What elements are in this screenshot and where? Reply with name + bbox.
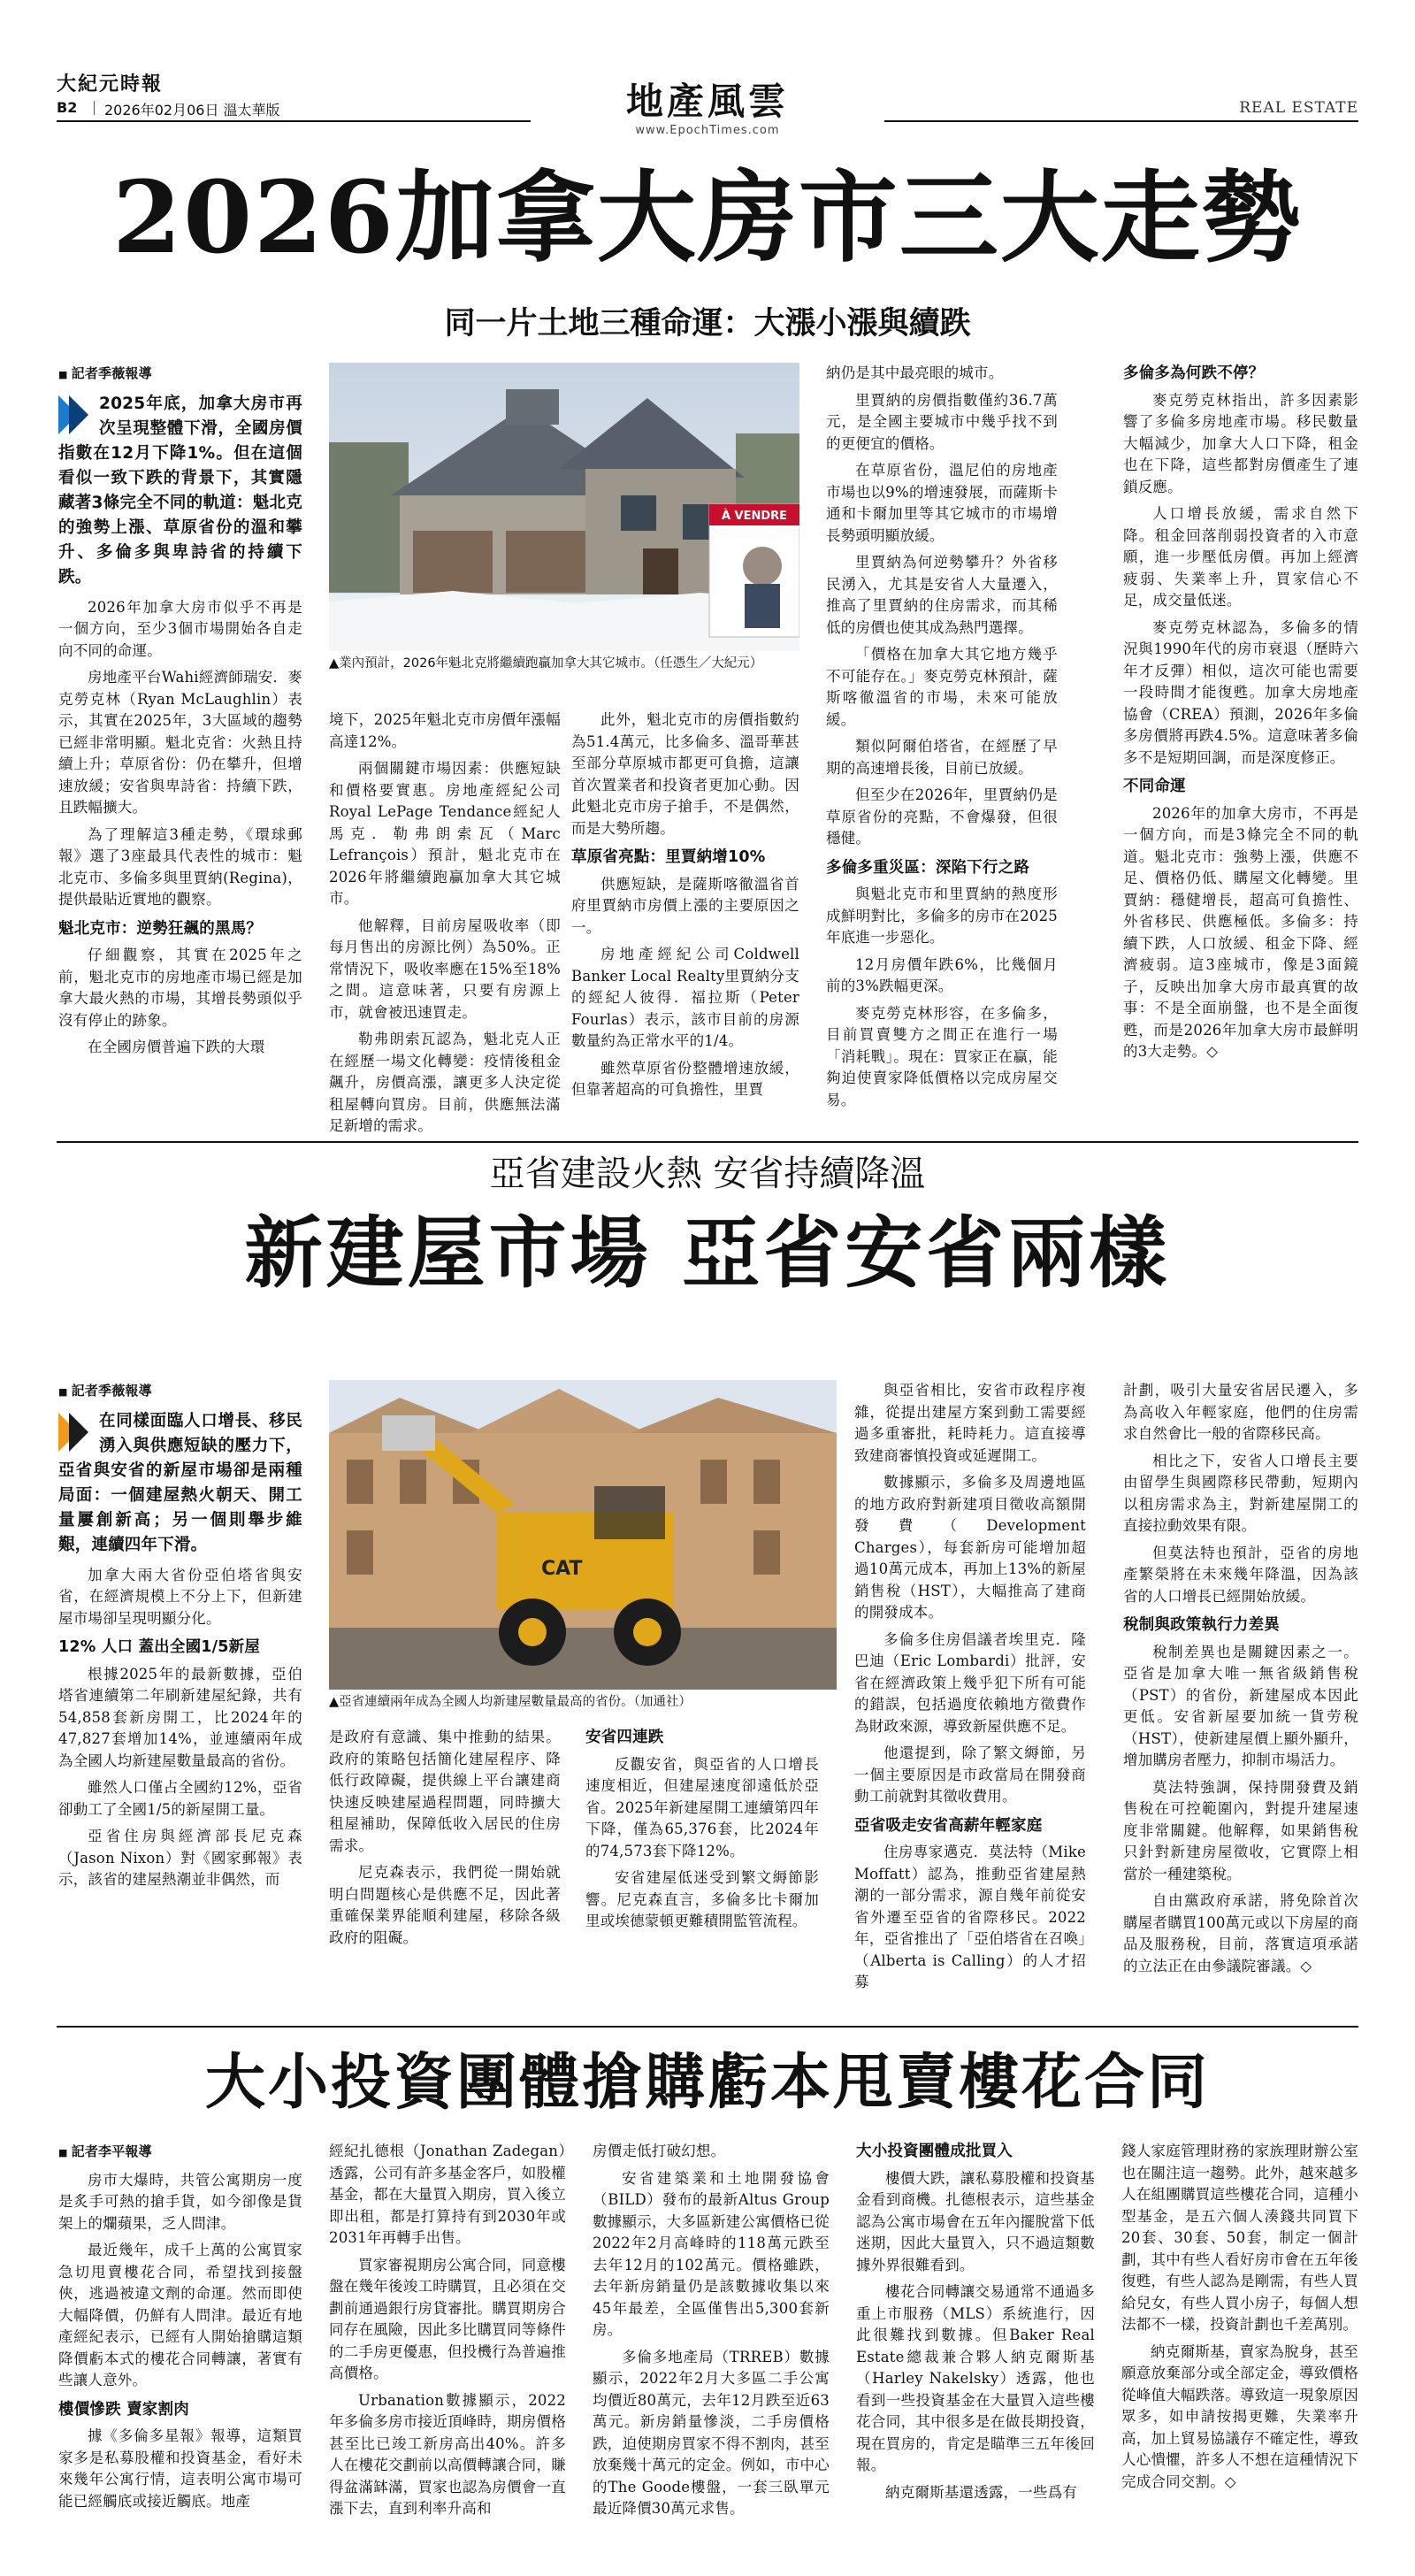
paragraph: 2026年加拿大房市似乎不再是一個方向，至少3個市場開始各自走向不同的命運。 (58, 598, 302, 659)
paragraph: 亞省住房與經濟部長尼克森（Jason Nixon）對《國家郵報》表示，該省的建屋熱潮並非偶然，而 (58, 1828, 302, 1888)
paragraph: 稅制差異也是關鍵因素之一。亞省是加拿大唯一無省級銷售稅（PST）的省份，新建屋成本因此更低。安省新屋要加統一貨劳稅（HST），使新建屋價上顯外顯升，增加購房者壓力，抑制市場活力。 (1123, 1643, 1358, 1768)
paragraph: 住房專家邁克．莫法特（Mike Moffatt）認為，推動亞省建屋熱潮的一部分需求，源自幾年前從安省外遷至亞省的省際移民。2022年，亞省推出了「亞伯塔省在召喚」（Alberta is Calling）的人才招募 (854, 1844, 1086, 1990)
article2-byline: ■ 記者季薇報導 (58, 1380, 302, 1404)
paragraph: 數據顯示，多倫多及周邊地區的地方政府對新建項目徵收高額開發費（Development Charges），每套新房可能增加超過10萬元成本，再加上13%的新屋銷售稅（HST），大幅推高了建商的開發成本。 (854, 1474, 1086, 1621)
article2-col2 (329, 1727, 561, 1954)
paragraph: 但莫法特也預計，亞省的房地產繁榮將在未來幾年降溫，因為該省的人口增長已經開始放緩。 (1123, 1544, 1358, 1605)
paragraph: 納克爾斯基，賣家為脫身，甚至願意放棄部分或全部定金，導致價格從峰值大幅跌落。導致這一現象原因眾多，如申請按揭更難，失業率升高，加上貿易協議存不確定性，導致人心憒懼，許多人不想在這種情況下完成合同交割。◇ (1121, 2342, 1358, 2490)
paragraph: 供應短缺，是薩斯喀徹溫省首府里賈納市房價上漲的主要原因之一。 (571, 875, 799, 936)
subheading: 大小投資團體成批買入 (856, 2143, 1013, 2160)
paragraph: 此外，魁北克市的房價指數約為51.4萬元，比多倫多、溫哥華甚至部分草原城市都更可負擔，這讓首次置業者和投資者更加心動。因此魁北克市房子搶手，不是偶然，而是大勢所趨。 (571, 711, 799, 837)
article3-col3 (593, 2141, 830, 2526)
paragraph: 根據2025年的最新數據，亞伯塔省連續第二年刷新建屋紀錄，共有54,858套新房開工，比2024年的47,827套增加14%，並連續兩年成為全國人均新建屋數量最高的省份。 (58, 1665, 302, 1769)
website-url: www.EpochTimes.com (635, 124, 780, 137)
paragraph: 與亞省相比，安省市政程序複雜，從提出建屋方案到動工需要經過多重審批，耗時耗力。這直接導致建商審慎投資或延遲開工。 (854, 1382, 1086, 1464)
paragraph: 樓價大跌，讓私募股權和投資基金看到商機。扎德根表示，這些基金認為公寓市場會在五年內擺脫當下低迷期，因此大量買入，只不過這類數據外界很難看到。 (856, 2169, 1095, 2273)
article3-col4 (856, 2141, 1095, 2509)
article1-photo-caption: ▲業內預計，2026年魁北克將繼續跑贏加拿大其它城市。（任憑生／大紀元） (329, 656, 763, 671)
paragraph: 尼克森表示，我們從一開始就明白問題核心是供應不足，因此著重確保業界能順利建屋，移除各級政府的阻礙。 (329, 1864, 561, 1946)
paragraph: 「價格在加拿大其它地方幾乎不可能存在。」麥克勞克林預計，薩斯喀徹溫省的市場，未來可能放緩。 (826, 646, 1058, 728)
paragraph: 人口增長放緩，需求自然下降。租金回落削弱投資者的入市意願，進一步壓低房價。再加上經濟疲弱、失業率上升，買家信心不足，成交量低迷。 (1123, 505, 1358, 609)
paragraph: 相比之下，安省人口增長主要由留學生與國際移民帶動，短期內以租房需求為主，對新建屋開工的直接拉動效果有限。 (1123, 1452, 1358, 1534)
article1-byline: ■ 記者季薇報導 (58, 363, 302, 387)
subheading: 不同命運 (1123, 778, 1186, 795)
paragraph: 加拿大兩大省份亞伯塔省與安省，在經濟規模上不分上下，但新建屋市場卻呈現明顯分化。 (58, 1566, 302, 1627)
article2-photo-caption: ▲亞省連續兩年成為全國人均新建屋數量最高的省份。（加通社） (329, 1695, 692, 1709)
article2-photo (329, 1380, 837, 1690)
paragraph: 經紀扎德根（Jonathan Zadegan）透露，公司有許多基金客戶，如股權基金，都在大量買入期房，買入後立即出租，都是打算持有到2030年或2031年再轉手出售。 (329, 2143, 566, 2246)
article1-headline: 2026加拿大房市三大走勢 (112, 160, 1303, 276)
article1-photo (329, 363, 799, 651)
paragraph: 麥克勞克林形容，在多倫多，目前買賣雙方之間正在進行一場「消耗戰」。現在：買家正在贏，能夠迫使賣家降低價格以完成房屋交易。 (826, 1004, 1058, 1108)
article2-col1 (58, 1380, 302, 1897)
article2-col4 (854, 1380, 1086, 1999)
article1-col1 (58, 363, 302, 1064)
house-photo (329, 363, 799, 651)
article1-col3 (571, 709, 799, 1107)
masthead-rule-left (57, 120, 531, 122)
paragraph: 納克爾斯基還透露，一些爲有 (885, 2483, 1078, 2501)
article2-headline: 新建屋市場 亞省安省兩樣 (244, 1208, 1171, 1299)
paragraph: 里賈納的房價指數僅約36.7萬元，是全國主要城市中幾乎找不到的更便宜的價格。 (826, 391, 1058, 452)
paragraph: 仔細觀察，其實在2025年之前，魁北克市的房地產市場已經是加拿大最火熱的市場，其增長勢頭似乎沒有停止的跡象。 (58, 947, 302, 1029)
article2-col5 (1123, 1380, 1358, 1982)
masthead (0, 0, 1415, 137)
paragraph: 境下，2025年魁北克市房價年漲幅高達12%。 (329, 711, 561, 750)
paragraph: 計劃，吸引大量安省居民遷入，多為高收入年輕家庭，他們的住房需求自然會比一般的省際移民高。 (1123, 1382, 1358, 1442)
paragraph: Urbanation數據顯示，2022年多倫多房市接近頂峰時，期房價格甚至比已竣工新房高出40%。許多人在樓花交劃前以高價轉讓合同，賺得盆滿缽滿，買家也認為房價會一直漲下去，直到利率升高和 (329, 2391, 566, 2517)
paragraph: 納仍是其中最亮眼的城市。 (826, 364, 1004, 381)
loader-brand-text: CAT (541, 1558, 583, 1580)
paragraph: 樓花合同轉讓交易通常不通過多重上市服務（MLS）系統進行，因此很難找到數據。但Baker Real Estate總裁兼合夥人納克爾斯基（Harley Nakelsky）透露，他也看到一些投資基金在大量買入這些樓花合同，其中很多是在做長期投資，現在買房的，肯定是瞄準三五年後回報。 (856, 2283, 1095, 2473)
article2-kicker: 亞省建設火熱 安省持續降溫 (489, 1154, 926, 1194)
paragraph: 雖然人口僅占全國約12%，亞省卻動工了全國1/5的新屋開工量。 (58, 1779, 302, 1818)
paragraph: 在草原省份，溫尼伯的房地產市場也以9%的增速發展，而薩斯卡通和卡爾加里等其它城市的市場增長勢頭明顯放緩。 (826, 462, 1058, 544)
paragraph: 多倫多住房倡議者埃里克．隆巴迪（Eric Lombardi）批評，安省在經濟政策上幾乎犯下所有可能的錯誤，包括過度依賴地方徵費作為財政來源，導致新屋供應不足。 (854, 1630, 1086, 1735)
sign-text: À VENDRE (721, 510, 788, 523)
paragraph: 類似阿爾伯塔省，在經歷了早期的高速增長後，目前已放緩。 (826, 738, 1058, 777)
paragraph: 莫法特強調，保持開發費及銷售稅在可控範圍內，對提升建屋速度非常關鍵。他解釋，如果銷售稅只針對新建房屋徵收，它實際上相當於一種建築稅。 (1123, 1778, 1358, 1882)
article1-subhead: 同一片土地三種命運：大漲小漲與續跌 (444, 306, 971, 341)
paragraph: 他還提到，除了繁文縟節，另一個主要原因是市政當局在開發商動工前就對其徵收費用。 (854, 1744, 1086, 1805)
chevron-icon (58, 395, 92, 434)
section-title-en: REAL ESTATE (1239, 99, 1358, 117)
article1-col4 (826, 363, 1058, 1116)
paragraph: 房市大爆時，共管公寓期房一度是炙手可熱的搶手貨，如今卻像是貨架上的爛蘋果，乏人問津。 (58, 2171, 302, 2232)
paragraph: 2026年的加拿大房市，不再是一個方向，而是3條完全不同的軌道。魁北克市：強勢上漲，供應不足、價格仍低、購屋文化轉變。里賈納：穩健增長，超高可負擔性、外省移民、供應極低。多倫多：持續下跌，人口放緩、租金下降、經濟疲弱。這3座城市，像是3面鏡子，反映出加拿大房市最真實的故事：不是全面崩盤，也不是全面復甦，而是2026年加拿大房市最鮮明的3大走勢。◇ (1123, 804, 1358, 1060)
article-divider (57, 1141, 1358, 1143)
paragraph: 兩個關鍵市場因素：供應短缺和價格要實惠。房地產經紀公司Royal LePage Tendance經紀人馬克．勒弗朗索瓦（Marc Lefrançois）預計，魁北克市在2026年將繼續跑贏加拿大其它城市。 (329, 760, 561, 907)
paragraph: 麥克勞克林指出，許多因素影響了多倫多房地產市場。移民數量大幅減少，加拿大人口下降，租金也在下降，這些都對房價產生了連鎖反應。 (1123, 391, 1358, 495)
chevron-icon (58, 1413, 92, 1452)
paragraph: 房地產平台Wahi經濟師瑞安．麥克勞克林（Ryan McLaughlin）表示，其實在2025年，3大區域的趨勢已經非常明顯。魁北克省：火熱且持續上升；草原省份：仍在攀升，但增速放緩；安省與卑詩省：持續下跌，且跌幅擴大。 (58, 669, 302, 816)
article3-col1 (58, 2141, 302, 2518)
paragraph: 房價走低打破幻想。 (593, 2143, 726, 2159)
paragraph: 房地產經紀公司Coldwell Banker Local Realty里賈納分支的經紀人彼得．福拉斯（Peter Fourlas）表示，該市目前的房源數量約為正常水平的1/4。 (571, 946, 799, 1049)
article2-col3 (585, 1727, 819, 1938)
paragraph: 他解釋，目前房屋吸收率（即每月售出的房源比例）為50%。正常情況下，吸收率應在15%至18%之間。這意味著，只要有房源上市，就會被迅速買走。 (329, 916, 561, 1021)
paragraph: 錢人家庭管理財務的家族理財辦公室也在關注這一趨勢。此外，越來越多人在組團購買這些樓花合同，這種小型基金，是五六個人湊錢共同買下20套、30套、50套，制定一個計劃，其中有些人看好房市會在五年後復甦，有些人認為是剛需，有些人買給兒女，有些人買小房子，每個人想法都不一樣，投資計劃也千差萬別。 (1121, 2143, 1358, 2333)
article3-headline: 大小投資團體搶購虧本甩賣樓花合同 (204, 2048, 1210, 2118)
issue-date: 2026年02月06日 溫太華版 (104, 102, 280, 119)
paper-logo: 大紀元時報 (57, 73, 164, 96)
page-number: B2 (57, 99, 78, 116)
paragraph: 安省建築業和土地開發協會（BILD）發布的最新Altus Group數據顯示，大多區新建公寓價格已從2022年2月高峰時的118萬元跌至去年12月的102萬元。價格雖跌，去年新房銷量仍是該數據收集以來45年最差，全區僅售出5,300套新房。 (593, 2169, 830, 2338)
paragraph: 據《多倫多星報》報導，這類買家多是私募股權和投資基金，看好未來幾年公寓行情，這表明公寓市場可能已經觸底或接近觸底。地產 (58, 2427, 302, 2510)
article2-lead: 在同樣面臨人口增長、移民湧入與供應短缺的壓力下，亞省與安省的新屋市場卻是兩種局面：一個建屋熱火朝天、開工量屢創新高；另一個則舉步維艱，連續四年下滑。 (58, 1411, 302, 1554)
article3-col5 (1121, 2141, 1358, 2498)
article1-lead: 2025年底，加拿大房市再次呈現整體下滑，全國房價指數在12月下降1%。但在這個看似一致下跌的背景下，其實隱藏著3條完全不同的軌道：魁北克的強勢上漲、草原省份的溫和攀升、多倫多與卑詩省的持續下跌。 (58, 394, 302, 586)
paragraph: 安省建屋低迷受到繁文縟節影響。尼克森直言，多倫多比卡爾加里或埃德蒙頓更難積開監管流程。 (585, 1869, 819, 1929)
subheading: 稅制與政策執行力差異 (1123, 1616, 1280, 1634)
subheading: 樓價慘跌 賣家割肉 (58, 2400, 189, 2419)
article1-col2 (329, 709, 561, 1143)
page-divider (94, 101, 95, 115)
paragraph: 買家審視期房公寓合同，同意樓盤在幾年後竣工時購買，且必須在交劃前通過銀行房貸審批。購買期房合同存在風險，因此多比購買同等條件的二手房更優惠，但投機行為普遍推高價格。 (329, 2256, 566, 2381)
paragraph: 勒弗朗索瓦認為，魁北克人正在經歷一場文化轉變：疫情後租金飆升，房價高漲，讓更多人決定從租屋轉向買房。目前，供應無法滿足新增的需求。 (329, 1031, 561, 1134)
paragraph: 麥克勞克林認為，多倫多的情況與1990年代的房市衰退（歷時六年才反彈）相似，這次可能也需要一段時間才能復甦。加拿大房地產協會（CREA）預測，2026年多倫多房價將再跌4.5%。這意味著多倫多不是短期回調，而是深度修正。 (1123, 618, 1358, 766)
paragraph: 在全國房價普遍下跌的大環 (88, 1039, 265, 1055)
paragraph: 自由黨政府承諾，將免除首次購屋者購買100萬元或以下房屋的商品及服務稅，目前，落實這項承諾的立法正在由參議院審議。◇ (1123, 1892, 1358, 1974)
paragraph: 里賈納為何逆勢攀升？外省移民湧入，尤其是安省人大量遷入，推高了里賈納的住房需求，而其稀低的房價也使其成為熱門選擇。 (826, 554, 1058, 636)
subheading: 亞省吸走安省高薪年輕家庭 (854, 1816, 1043, 1835)
paragraph: 是政府有意識、集中推動的結果。政府的策略包括簡化建屋程序、降低行政障礙，提供線上平台讓建商快速反映建屋過程問題，同時擴大租屋補助，保障低收入居民的住房需求。 (329, 1729, 561, 1854)
construction-photo (329, 1380, 837, 1690)
article3-byline: ■ 記者李平報導 (58, 2141, 302, 2165)
paragraph: 最近幾年，成千上萬的公寓買家急切甩賣樓花合同，希望找到接盤俠，逃過被違文劑的命運。然而即使大幅降價，仍鮮有人問津。最近有地產經紀表示，已經有人開始搶購這類降價虧本式的樓花合同轉讓，著實有些讓人意外。 (58, 2242, 302, 2388)
subheading: 草原省亮點：里賈納增10% (571, 848, 766, 866)
paragraph: 但至少在2026年，里賈納仍是草原省份的亮點，不會爆發，但很穩健。 (826, 786, 1058, 847)
masthead-rule-right (884, 120, 1358, 122)
paragraph: 12月房價年跌6%，比幾個月前的3%跌幅更深。 (826, 955, 1058, 994)
paragraph: 與魁北克市和里賈納的熱度形成鮮明對比，多倫多的房市在2025年底進一步惡化。 (826, 886, 1058, 946)
paragraph: 為了理解這3種走勢，《環球郵報》選了3座最具代表性的城市：魁北克市、多倫多與里賈納(Regina)，提供最貼近實地的觀察。 (58, 825, 302, 908)
article3-col2 (329, 2141, 566, 2526)
section-title: 地產風雲 (625, 80, 789, 123)
subheading: 多倫多為何跌不停？ (1123, 364, 1265, 382)
subheading: 魁北克市：逆勢狂飆的黑馬？ (58, 919, 263, 938)
paragraph: 反觀安省，與亞省的人口增長速度相近，但建屋速度卻遠低於亞省。2025年新建屋開工連續第四年下降，僅為65,376套，比2024年的74,573套下降12%。 (585, 1755, 819, 1859)
subheading: 安省四連跌 (585, 1729, 664, 1746)
subheading: 多倫多重災區：深陷下行之路 (826, 858, 1030, 877)
article-divider (57, 2026, 1358, 2028)
paragraph: 雖然草原省份整體增速放緩，但靠著超高的可負擔性，里賈 (571, 1059, 799, 1098)
subheading: 12% 人口 蓋出全國1/5新屋 (58, 1638, 261, 1656)
article1-col5 (1123, 363, 1358, 1069)
paragraph: 多倫多地產局（TRREB）數據顯示，2022年2月大多區二手公寓均價近80萬元，去年12月跌至近63萬元。新房銷量慘淡，二手房價格跌，迫使期房買家不得不割肉，甚至放棄幾十萬元的定金。例如，市中心的The Goode樓盤，一套三臥單元最近降價30萬元求售。 (593, 2348, 830, 2517)
